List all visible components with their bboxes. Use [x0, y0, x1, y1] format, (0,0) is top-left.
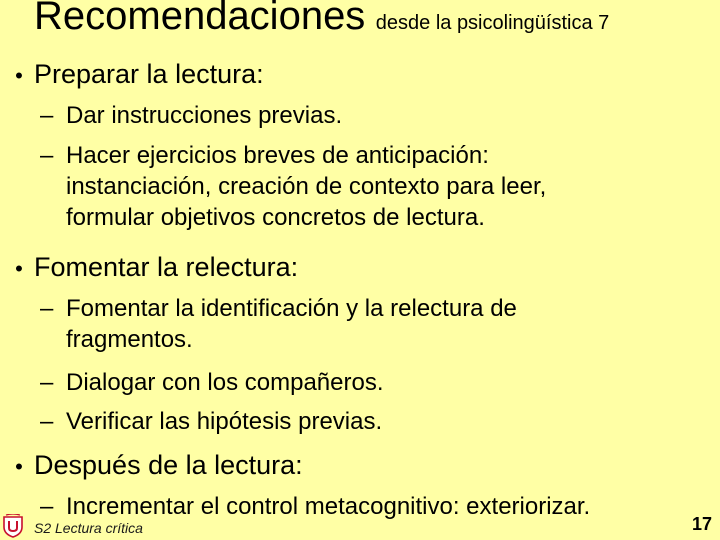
sub-item-line: instanciación, creación de contexto para leer,	[66, 173, 547, 200]
sub-item	[40, 367, 680, 398]
bullet-label: Preparar la lectura:	[34, 59, 264, 89]
bullet-dot: •	[15, 256, 23, 281]
sub-item-line: Hacer ejercicios breves de anticipación:	[66, 142, 489, 169]
bullet-fomentar	[4, 251, 298, 285]
sub-item	[40, 406, 680, 437]
sub-item-line: Dar instrucciones previas.	[66, 102, 343, 129]
sub-item-dash: –	[40, 102, 54, 129]
sub-item-dash: –	[40, 408, 54, 435]
sub-item	[40, 140, 680, 233]
slide-title	[34, 0, 609, 38]
bullet-preparar	[4, 58, 264, 92]
university-shield-logo-icon	[2, 514, 24, 538]
sub-item	[40, 100, 680, 131]
sub-item	[40, 491, 720, 522]
sub-item-dash: –	[40, 369, 54, 396]
sub-item-line: formular objetivos concretos de lectura.	[66, 204, 485, 231]
sub-item-line: Fomentar la identificación y la relectura de	[66, 295, 517, 322]
sub-item-line: Dialogar con los compañeros.	[66, 369, 384, 396]
title-main: Recomendaciones	[34, 0, 366, 38]
sub-item-dash: –	[40, 295, 54, 322]
bullet-dot: •	[15, 63, 23, 88]
bullet-despues	[4, 449, 303, 483]
bullet-dot: •	[15, 454, 23, 479]
sub-item	[40, 293, 680, 355]
sub-item-line: Verificar las hipótesis previas.	[66, 408, 383, 435]
sub-item-dash: –	[40, 493, 54, 520]
bullet-label: Después de la lectura:	[34, 450, 303, 480]
sub-item-dash: –	[40, 142, 54, 169]
footer-course: S2 Lectura crítica	[34, 520, 143, 536]
title-subtitle: desde la psicolingüística 7	[375, 12, 610, 34]
sub-item-line: fragmentos.	[66, 326, 193, 353]
sub-item-line: Incrementar el control metacognitivo: exteriorizar.	[66, 493, 591, 520]
page-number: 17	[691, 514, 712, 534]
bullet-label: Fomentar la relectura:	[34, 252, 299, 282]
